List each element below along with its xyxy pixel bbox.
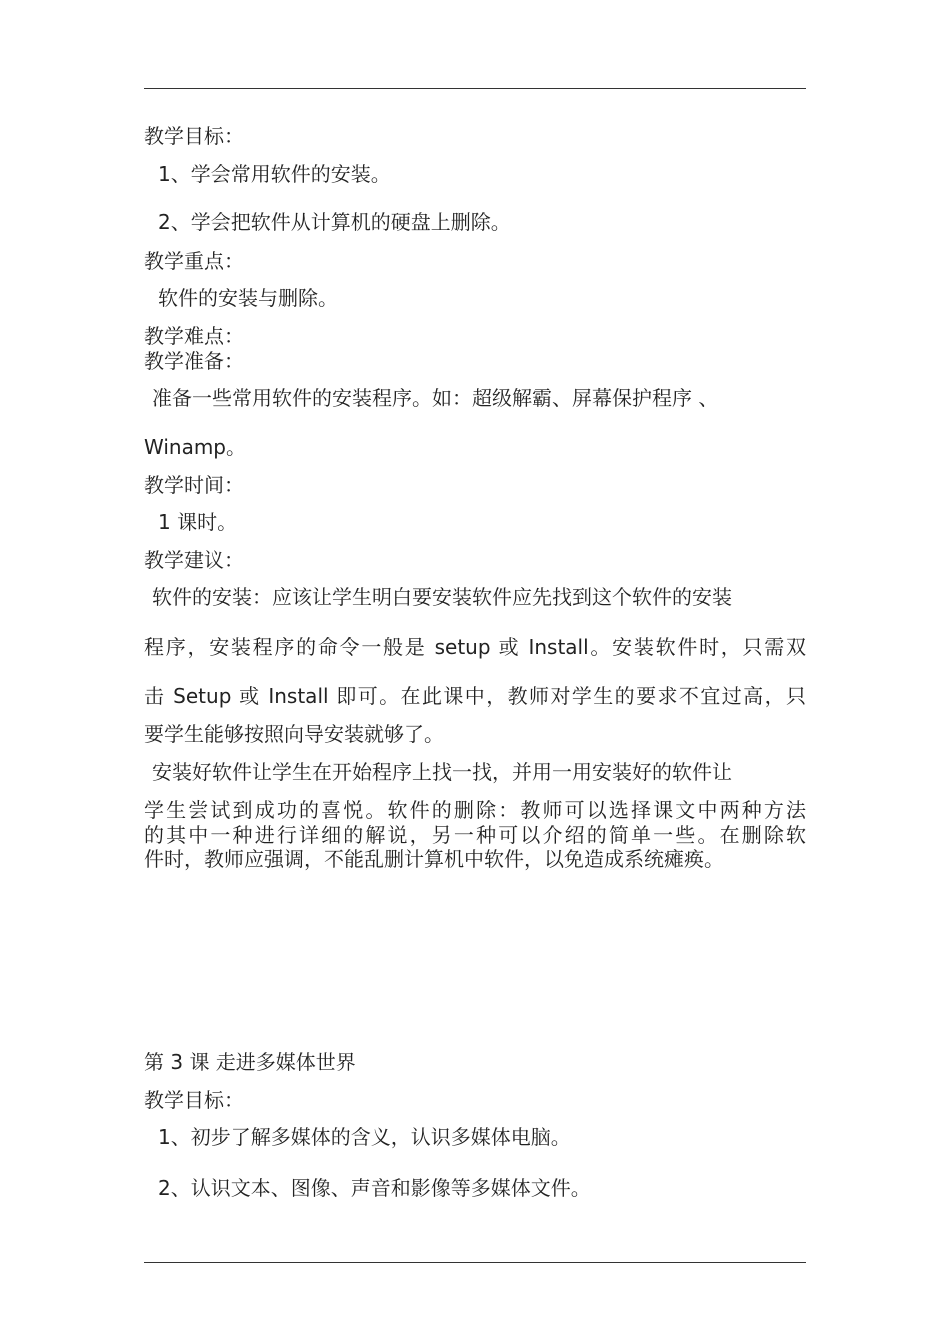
goal-item-2: 2、学会把软件从计算机的硬盘上删除。 — [158, 210, 511, 234]
section-heading-difficulties: 教学难点： — [144, 324, 244, 348]
suggestion-line-8: 件时，教师应强调，不能乱删计算机中软件，以免造成系统瘫痪。 — [144, 847, 724, 871]
suggestion-line-3: 击 Setup 或 Install 即可。在此课中，教师对学生的要求不宜过高，只 — [144, 684, 806, 708]
section-heading-goals: 教学目标： — [144, 124, 244, 148]
section-heading-preparation: 教学准备： — [144, 349, 244, 373]
suggestion-line-1: 软件的安装：应该让学生明白要安装软件应先找到这个软件的安装 — [152, 585, 732, 609]
goal-item-2-b: 2、认识文本、图像、声音和影像等多媒体文件。 — [158, 1176, 591, 1200]
goal-item-1-b: 1、初步了解多媒体的含义，认识多媒体电脑。 — [158, 1125, 571, 1149]
suggestion-line-5: 安装好软件让学生在开始程序上找一找，并用一用安装好的软件让 — [152, 760, 732, 784]
header-rule — [144, 88, 806, 89]
preparation-text-cont: Winamp。 — [144, 435, 247, 459]
lesson-title: 第 3 课 走进多媒体世界 — [144, 1050, 356, 1074]
preparation-text: 准备一些常用软件的安装程序。如：超级解霸、屏幕保护程序 、 — [152, 386, 719, 410]
section-heading-key-points: 教学重点： — [144, 249, 244, 273]
section-heading-time: 教学时间： — [144, 473, 244, 497]
suggestion-line-6: 学生尝试到成功的喜悦。软件的删除：教师可以选择课文中两种方法 — [144, 798, 806, 822]
time-text: 1 课时。 — [158, 510, 238, 534]
goal-item-1: 1、学会常用软件的安装。 — [158, 162, 391, 186]
section-heading-goals-2: 教学目标： — [144, 1088, 244, 1112]
footer-rule — [144, 1262, 806, 1263]
suggestion-line-7: 的其中一种进行详细的解说，另一种可以介绍的简单一些。在删除软 — [144, 823, 806, 847]
suggestion-line-4: 要学生能够按照向导安装就够了。 — [144, 722, 444, 746]
key-point-text: 软件的安装与删除。 — [158, 286, 338, 310]
suggestion-line-2: 程序，安装程序的命令一般是 setup 或 Install。安装软件时，只需双 — [144, 635, 806, 659]
section-heading-suggestions: 教学建议： — [144, 548, 244, 572]
